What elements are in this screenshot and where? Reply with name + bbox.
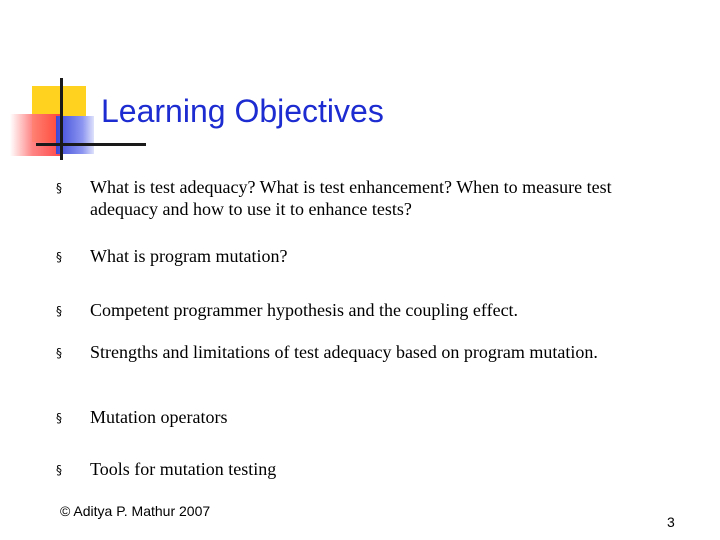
logo-horizontal-line (36, 143, 146, 146)
bullet-icon: § (56, 304, 62, 318)
bullet-text: What is program mutation? (90, 246, 288, 266)
list-item (56, 341, 656, 363)
slide-title: Learning Objectives (101, 93, 384, 129)
bullet-text: Competent programmer hypothesis and the coupling effect. (90, 300, 519, 320)
bullet-icon: § (56, 181, 62, 195)
bullet-text: What is test adequacy? What is test enhancement? When to measure test adequacy and how to use it to enhance tests? (90, 177, 612, 219)
bullet-text: Mutation operators (90, 407, 228, 427)
bullet-icon: § (56, 250, 62, 264)
logo-vertical-line (60, 78, 63, 160)
list-item (56, 406, 656, 428)
logo-red-bar (10, 114, 60, 156)
list-item (56, 176, 656, 220)
bullet-icon: § (56, 411, 62, 425)
page-number: 3 (667, 514, 675, 530)
bullet-text: Strengths and limitations of test adequacy based on program mutation. (90, 342, 598, 362)
copyright-footer: © Aditya P. Mathur 2007 (60, 503, 211, 519)
list-item (56, 245, 656, 267)
list-item (56, 458, 656, 480)
list-item (56, 299, 656, 321)
bullet-icon: § (56, 463, 62, 477)
bullet-icon: § (56, 346, 62, 360)
bullet-text: Tools for mutation testing (90, 459, 277, 479)
